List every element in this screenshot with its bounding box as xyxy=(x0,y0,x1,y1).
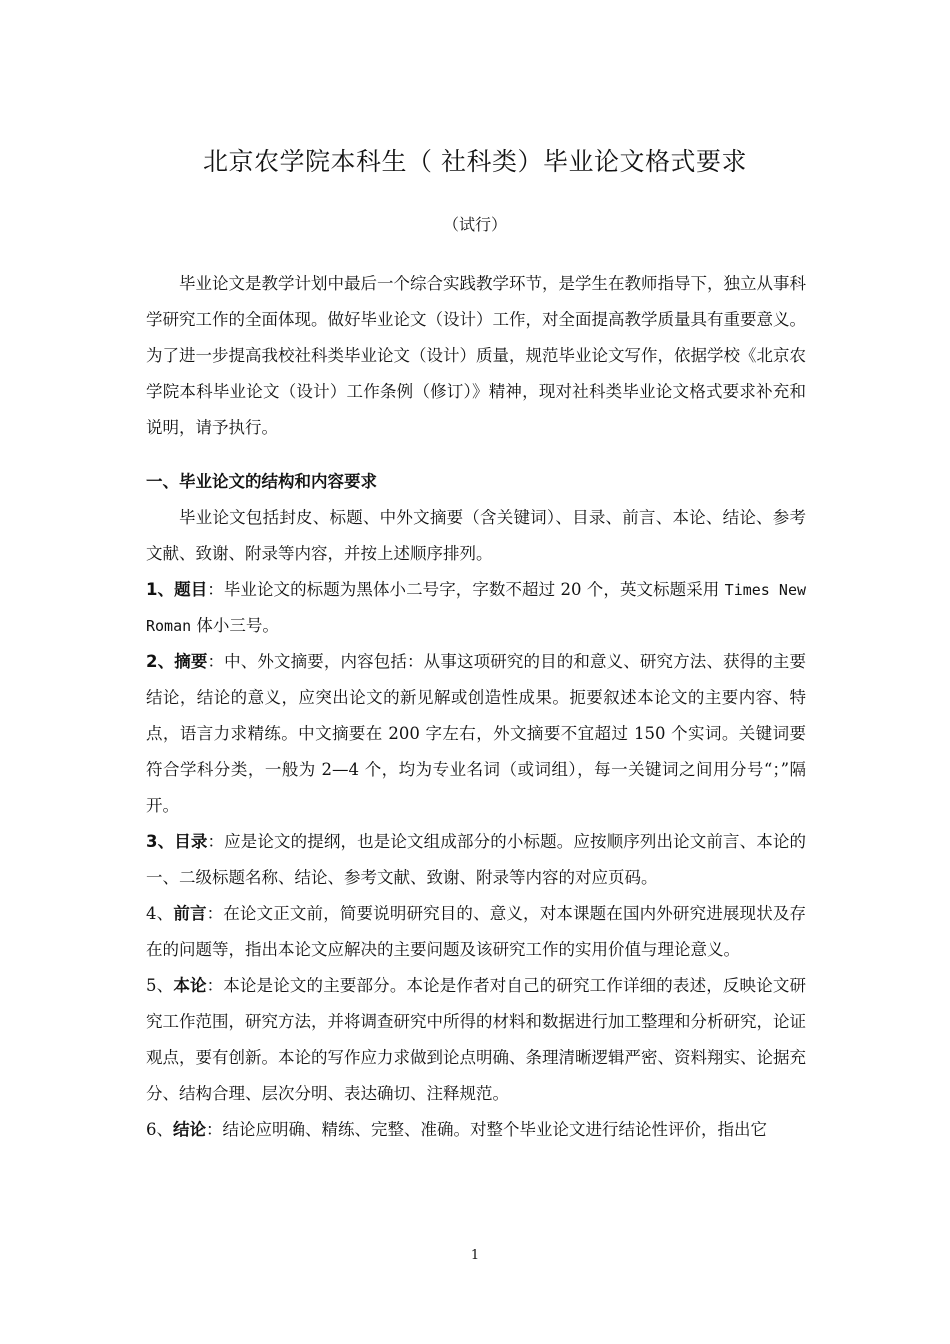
item-text: ：中、外文摘要，内容包括：从事这项研究的目的和意义、研究方法、获得的主要结论，结论的意义，应突出论文的新见解或创造性成果。扼要叙述本论文的主要内容、特点，语言力求精练。中文摘要在 200 字左右，外文摘要不宜超过 150 个实词。关键词要符合学科分类，一般为 2—4 个，均为专业名词（或词组），每一关键词之间用分号“；”隔开。 xyxy=(146,652,807,815)
item-main-body xyxy=(146,968,806,1112)
section-heading: 一、毕业论文的结构和内容要求 xyxy=(146,472,377,491)
item-text-tail: 体小三号。 xyxy=(191,616,279,635)
item-abstract xyxy=(146,644,806,824)
item-conclusion xyxy=(146,1112,806,1148)
item-number: 5、 xyxy=(146,976,174,995)
item-label: 结论 xyxy=(173,1120,206,1139)
document-body xyxy=(146,266,806,1148)
intro-paragraph: 毕业论文是教学计划中最后一个综合实践教学环节，是学生在教师指导下，独立从事科学研究工作的全面体现。做好毕业论文（设计）工作，对全面提高教学质量具有重要意义。为了进一步提高我校社科类毕业论文（设计）质量，规范毕业论文写作，依据学校《北京农学院本科毕业论文（设计）工作条例（修订）》精神，现对社科类毕业论文格式要求补充和说明，请予执行。 xyxy=(146,274,806,437)
item-title xyxy=(146,572,806,644)
item-text: ：应是论文的提纲，也是论文组成部分的小标题。应按顺序列出论文前言、本论的一、二级标题名称、结论、参考文献、致谢、附录等内容的对应页码。 xyxy=(146,832,807,887)
item-preface xyxy=(146,896,806,968)
item-text: ：在论文正文前，简要说明研究目的、意义，对本课题在国内外研究进展现状及存在的问题等，指出本论文应解决的主要问题及该研究工作的实用价值与理论意义。 xyxy=(146,904,807,959)
document-title: 北京农学院本科生（ 社科类）毕业论文格式要求 xyxy=(203,147,747,176)
item-label: 目录 xyxy=(174,832,208,851)
item-text: ：毕业论文的标题为黑体小二号字，字数不超过 20 个，英文标题采用 xyxy=(207,580,725,599)
item-font-name: Times New Roman xyxy=(146,581,807,635)
item-text: ：本论是论文的主要部分。本论是作者对自己的研究工作详细的表述，反映论文研究工作范围，研究方法，并将调查研究中所得的材料和数据进行加工整理和分析研究，论证观点，要有创新。本论的写作应力求做到论点明确、条理清晰逻辑严密、资料翔实、论据充分、结构合理、层次分明、表达确切、注释规范。 xyxy=(146,976,807,1103)
item-number: 3、 xyxy=(146,832,175,851)
item-number: 2、 xyxy=(146,652,175,671)
item-text: ：结论应明确、精练、完整、准确。对整个毕业论文进行结论性评价，指出它 xyxy=(206,1120,767,1139)
item-number: 6、 xyxy=(146,1120,173,1139)
document-subtitle: （试行） xyxy=(442,215,507,234)
item-number: 4、 xyxy=(146,904,174,923)
item-label: 本论 xyxy=(173,976,207,995)
page-number: 1 xyxy=(470,1248,480,1263)
item-label: 前言 xyxy=(173,904,207,923)
item-toc xyxy=(146,824,806,896)
item-number: 1、 xyxy=(146,580,175,599)
section-intro-paragraph: 毕业论文包括封皮、标题、中外文摘要（含关键词）、目录、前言、本论、结论、参考文献、致谢、附录等内容，并按上述顺序排列。 xyxy=(146,508,806,563)
item-label: 题目 xyxy=(174,580,208,599)
item-label: 摘要 xyxy=(174,652,208,671)
